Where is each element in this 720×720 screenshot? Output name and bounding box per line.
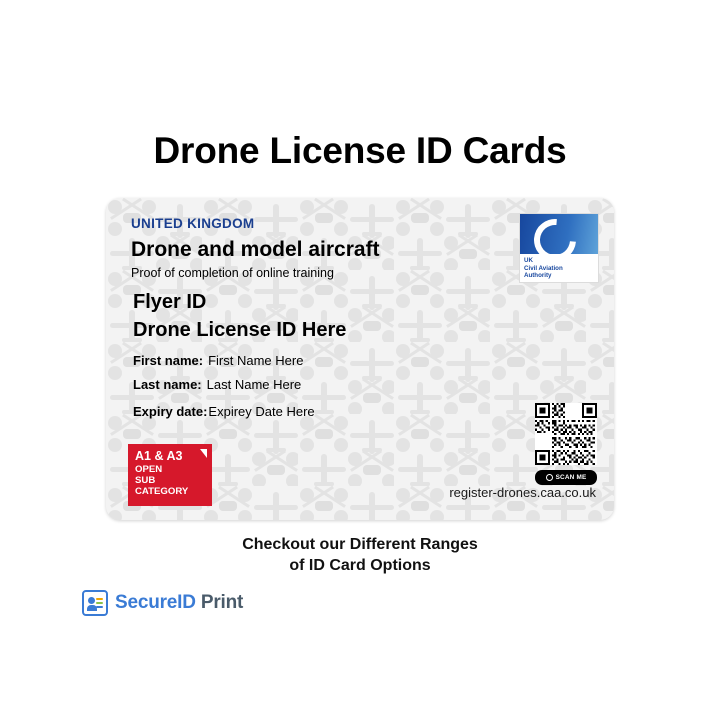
drone-license-id-card [106, 198, 614, 520]
field-first-name-label: First name: [133, 353, 204, 368]
caption [0, 534, 720, 576]
badge-person-head-icon [88, 597, 95, 604]
caa-website-url: register-drones.caa.co.uk [449, 485, 596, 500]
open-sub-category-badge [128, 444, 212, 506]
field-expiry-date-value: Expirey Date Here [208, 404, 315, 419]
field-first-name-value: First Name Here [208, 353, 304, 368]
flyer-id-value: Drone License ID Here [133, 319, 347, 341]
brand-name-secureid: SecureID [115, 592, 196, 613]
card-subheading: Proof of completion of online training [131, 266, 334, 280]
field-last-name-label: Last name: [133, 377, 202, 392]
category-line2: SUB [135, 475, 156, 487]
scan-me-badge [535, 470, 597, 485]
caa-logo-line3: Authority [524, 272, 552, 280]
category-title: A1 & A3 [135, 449, 183, 463]
caa-logo-mark [520, 214, 598, 254]
page-title: Drone License ID Cards [153, 130, 567, 171]
brand-name [115, 592, 243, 614]
caption-line-2: of ID Card Options [289, 557, 431, 574]
id-badge-icon [82, 590, 108, 616]
caa-logo-line1: UK [524, 257, 533, 264]
secureid-print-logo [82, 590, 243, 616]
category-line1: OPEN [135, 464, 163, 475]
badge-line-1-icon [96, 598, 103, 600]
field-expiry-date-label: Expiry date: [133, 404, 208, 419]
card-country-label: UNITED KINGDOM [131, 216, 255, 231]
field-last-name-value: Last Name Here [206, 377, 302, 392]
scan-me-icon [546, 474, 553, 481]
badge-person-body-icon [87, 605, 97, 611]
field-first-name [133, 353, 303, 368]
field-expiry-date [133, 404, 315, 419]
category-corner-icon [200, 449, 207, 458]
badge-line-3-icon [96, 606, 103, 608]
flyer-id-label: Flyer ID [133, 291, 207, 313]
category-lines [135, 464, 205, 498]
caa-logo-line2: Civil Aviation [524, 264, 563, 272]
field-last-name [133, 377, 301, 392]
qr-code-icon [535, 403, 597, 465]
badge-line-2-icon [96, 602, 103, 604]
scan-me-label: SCAN ME [555, 474, 587, 481]
card-heading: Drone and model aircraft [131, 238, 380, 261]
civil-aviation-authority-logo [519, 213, 599, 283]
caption-line-1: Checkout our Different Ranges [242, 536, 478, 553]
category-line3: CATEGORY [135, 486, 189, 498]
brand-name-print: Print [195, 592, 244, 613]
